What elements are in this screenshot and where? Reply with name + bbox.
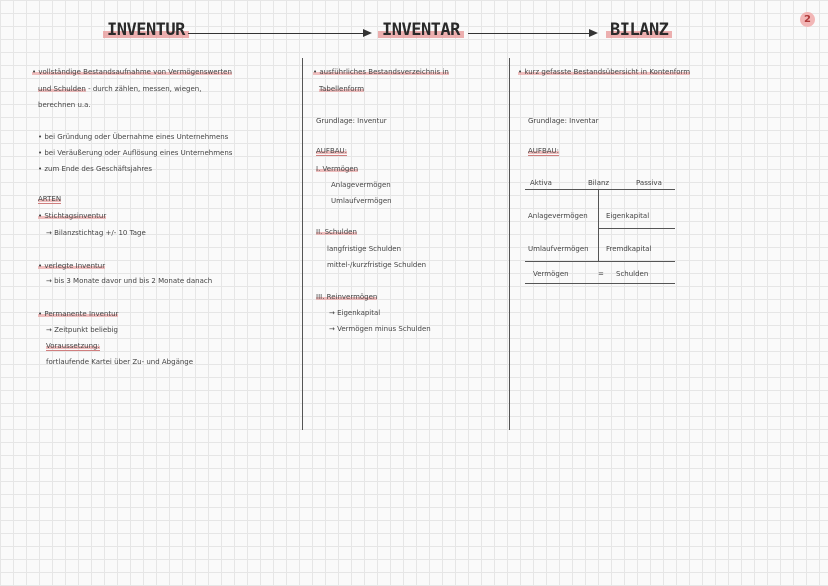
inventar-definition-2: Tabellenform: [319, 85, 365, 93]
inventur-definition-1: • vollständige Bestandsaufnahme von Vermögenswerten: [32, 68, 232, 76]
title-inventur: INVENTUR: [103, 20, 189, 40]
column-divider: [302, 58, 303, 430]
inventar-umlaufvermoegen: Umlaufvermögen: [331, 197, 392, 205]
inventar-langfristige-schulden: langfristige Schulden: [327, 245, 402, 253]
title-inventar: INVENTAR: [378, 20, 464, 40]
t-account-sum-line: [525, 261, 675, 262]
inventur-bullet: • bei Veräußerung oder Auflösung eines Unternehmens: [38, 149, 233, 157]
inventar-section-schulden: II. Schulden: [316, 228, 357, 236]
bilanz-passiva: Passiva: [636, 179, 662, 187]
bilanz-umlaufvermoegen: Umlaufvermögen: [528, 245, 589, 253]
inventar-section-reinvermoegen: III. Reinvermögen: [316, 293, 378, 301]
inventar-grundlage: Grundlage: Inventur: [316, 117, 387, 125]
title-bilanz: BILANZ: [606, 20, 672, 40]
arrow-right-icon: [188, 33, 370, 34]
t-account-top-line: [525, 189, 675, 190]
inventur-bullet: • zum Ende des Geschäftsjahres: [38, 165, 152, 173]
bilanz-grundlage: Grundlage: Inventar: [528, 117, 599, 125]
bilanz-equals: =: [598, 270, 604, 278]
inventar-vermoegen-minus-schulden: → Vermögen minus Schulden: [329, 325, 431, 333]
t-account-bottom-line: [525, 283, 675, 284]
inventur-definition-3: berechnen u.a.: [38, 101, 91, 109]
inventur-bullet: • bei Gründung oder Übernahme eines Unternehmens: [38, 133, 229, 141]
bilanz-vermoegen: Vermögen: [533, 270, 569, 278]
stichtagsinventur-detail: → Bilanzstichtag +/- 10 Tage: [46, 229, 146, 237]
voraussetzung-detail: fortlaufende Kartei über Zu- und Abgänge: [46, 358, 194, 366]
t-account-center-line: [598, 189, 599, 261]
bilanz-fremdkapital: Fremdkapital: [606, 245, 652, 253]
inventur-definition-2: und Schulden: [38, 85, 86, 93]
bilanz-schulden: Schulden: [616, 270, 649, 278]
inventar-anlagevermoegen: Anlagevermögen: [331, 181, 391, 189]
inventur-definition-2b: - durch zählen, messen, wiegen,: [85, 85, 202, 93]
permanente-inventur: • Permanente Inventur: [38, 310, 119, 318]
stichtagsinventur: • Stichtagsinventur: [38, 212, 107, 220]
inventar-section-vermoegen: I. Vermögen: [316, 165, 359, 173]
arrow-right-icon: [468, 33, 596, 34]
permanente-inventur-detail: → Zeitpunkt beliebig: [46, 326, 118, 334]
inventar-eigenkapital: → Eigenkapital: [329, 309, 381, 317]
arten-heading: ARTEN: [38, 195, 62, 203]
bilanz-eigenkapital: Eigenkapital: [606, 212, 650, 220]
bilanz-aufbau-heading: AUFBAU:: [528, 147, 560, 155]
page-number-badge: 2: [800, 12, 815, 27]
inventar-kurzfristige-schulden: mittel-/kurzfristige Schulden: [327, 261, 427, 269]
bilanz-label: Bilanz: [588, 179, 610, 187]
bilanz-definition: • kurz gefasste Bestandsübersicht in Kontenform: [518, 68, 691, 76]
verlegte-inventur-detail: → bis 3 Monate davor und bis 2 Monate danach: [46, 277, 213, 285]
inventar-aufbau-heading: AUFBAU:: [316, 147, 348, 155]
inventar-definition-1: • ausführliches Bestandsverzeichnis in: [313, 68, 449, 76]
t-account-passiva-divider: [598, 228, 675, 229]
bilanz-anlagevermoegen: Anlagevermögen: [528, 212, 588, 220]
voraussetzung-label: Voraussetzung:: [46, 342, 100, 350]
verlegte-inventur: • verlegte Inventur: [38, 262, 106, 270]
bilanz-aktiva: Aktiva: [530, 179, 552, 187]
column-divider: [509, 58, 510, 430]
